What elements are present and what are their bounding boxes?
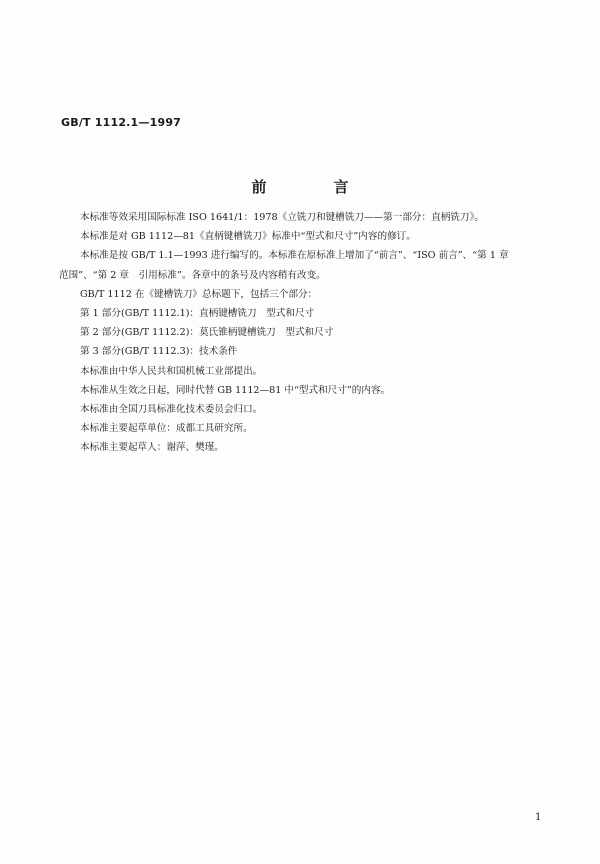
- paragraph-line: 第 2 部分(GB/T 1112.2)：莫氏锥柄键槽铣刀 型式和尺寸: [80, 327, 334, 339]
- paragraph-line: 本标准等效采用国际标准 ISO 1641/1：1978《立铣刀和键槽铣刀——第一部分：直柄铣刀》。: [80, 212, 484, 223]
- paragraph-line: 本标准是按 GB/T 1.1—1993 进行编写的。本标准在原标准上增加了“前言”、“ISO 前言”、“第 1 章: [80, 250, 509, 262]
- paragraph-line: 本标准由全国刀具标准化技术委员会归口。: [80, 403, 263, 415]
- paragraph-line: 本标准是对 GB 1112—81《直柄键槽铣刀》标准中“型式和尺寸”内容的修订。: [80, 231, 416, 243]
- paragraph-line: 本标准主要起草人：谢萍、樊瑾。: [80, 442, 224, 454]
- paragraph-line: GB/T 1112 在《键槽铣刀》总标题下，包括三个部分：: [80, 288, 318, 300]
- foreword-body: [59, 208, 540, 457]
- paragraph-line: 范围”、“第 2 章 引用标准”。各章中的条号及内容稍有改变。: [59, 269, 326, 281]
- paragraph-line: 本标准主要起草单位：成都工具研究所。: [80, 423, 253, 435]
- paragraph-line: 第 3 部分(GB/T 1112.3)：技术条件: [80, 346, 238, 358]
- paragraph-line: 本标准由中华人民共和国机械工业部提出。: [80, 365, 263, 377]
- page-number: 1: [535, 812, 542, 823]
- paragraph-line: 本标准从生效之日起，同时代替 GB 1112—81 中“型式和尺寸”的内容。: [80, 384, 391, 396]
- page-title: 前 言: [251, 178, 375, 196]
- standard-code: GB/T 1112.1—1997: [61, 116, 182, 129]
- paragraph-line: 第 1 部分(GB/T 1112.1)：直柄键槽铣刀 型式和尺寸: [80, 307, 315, 319]
